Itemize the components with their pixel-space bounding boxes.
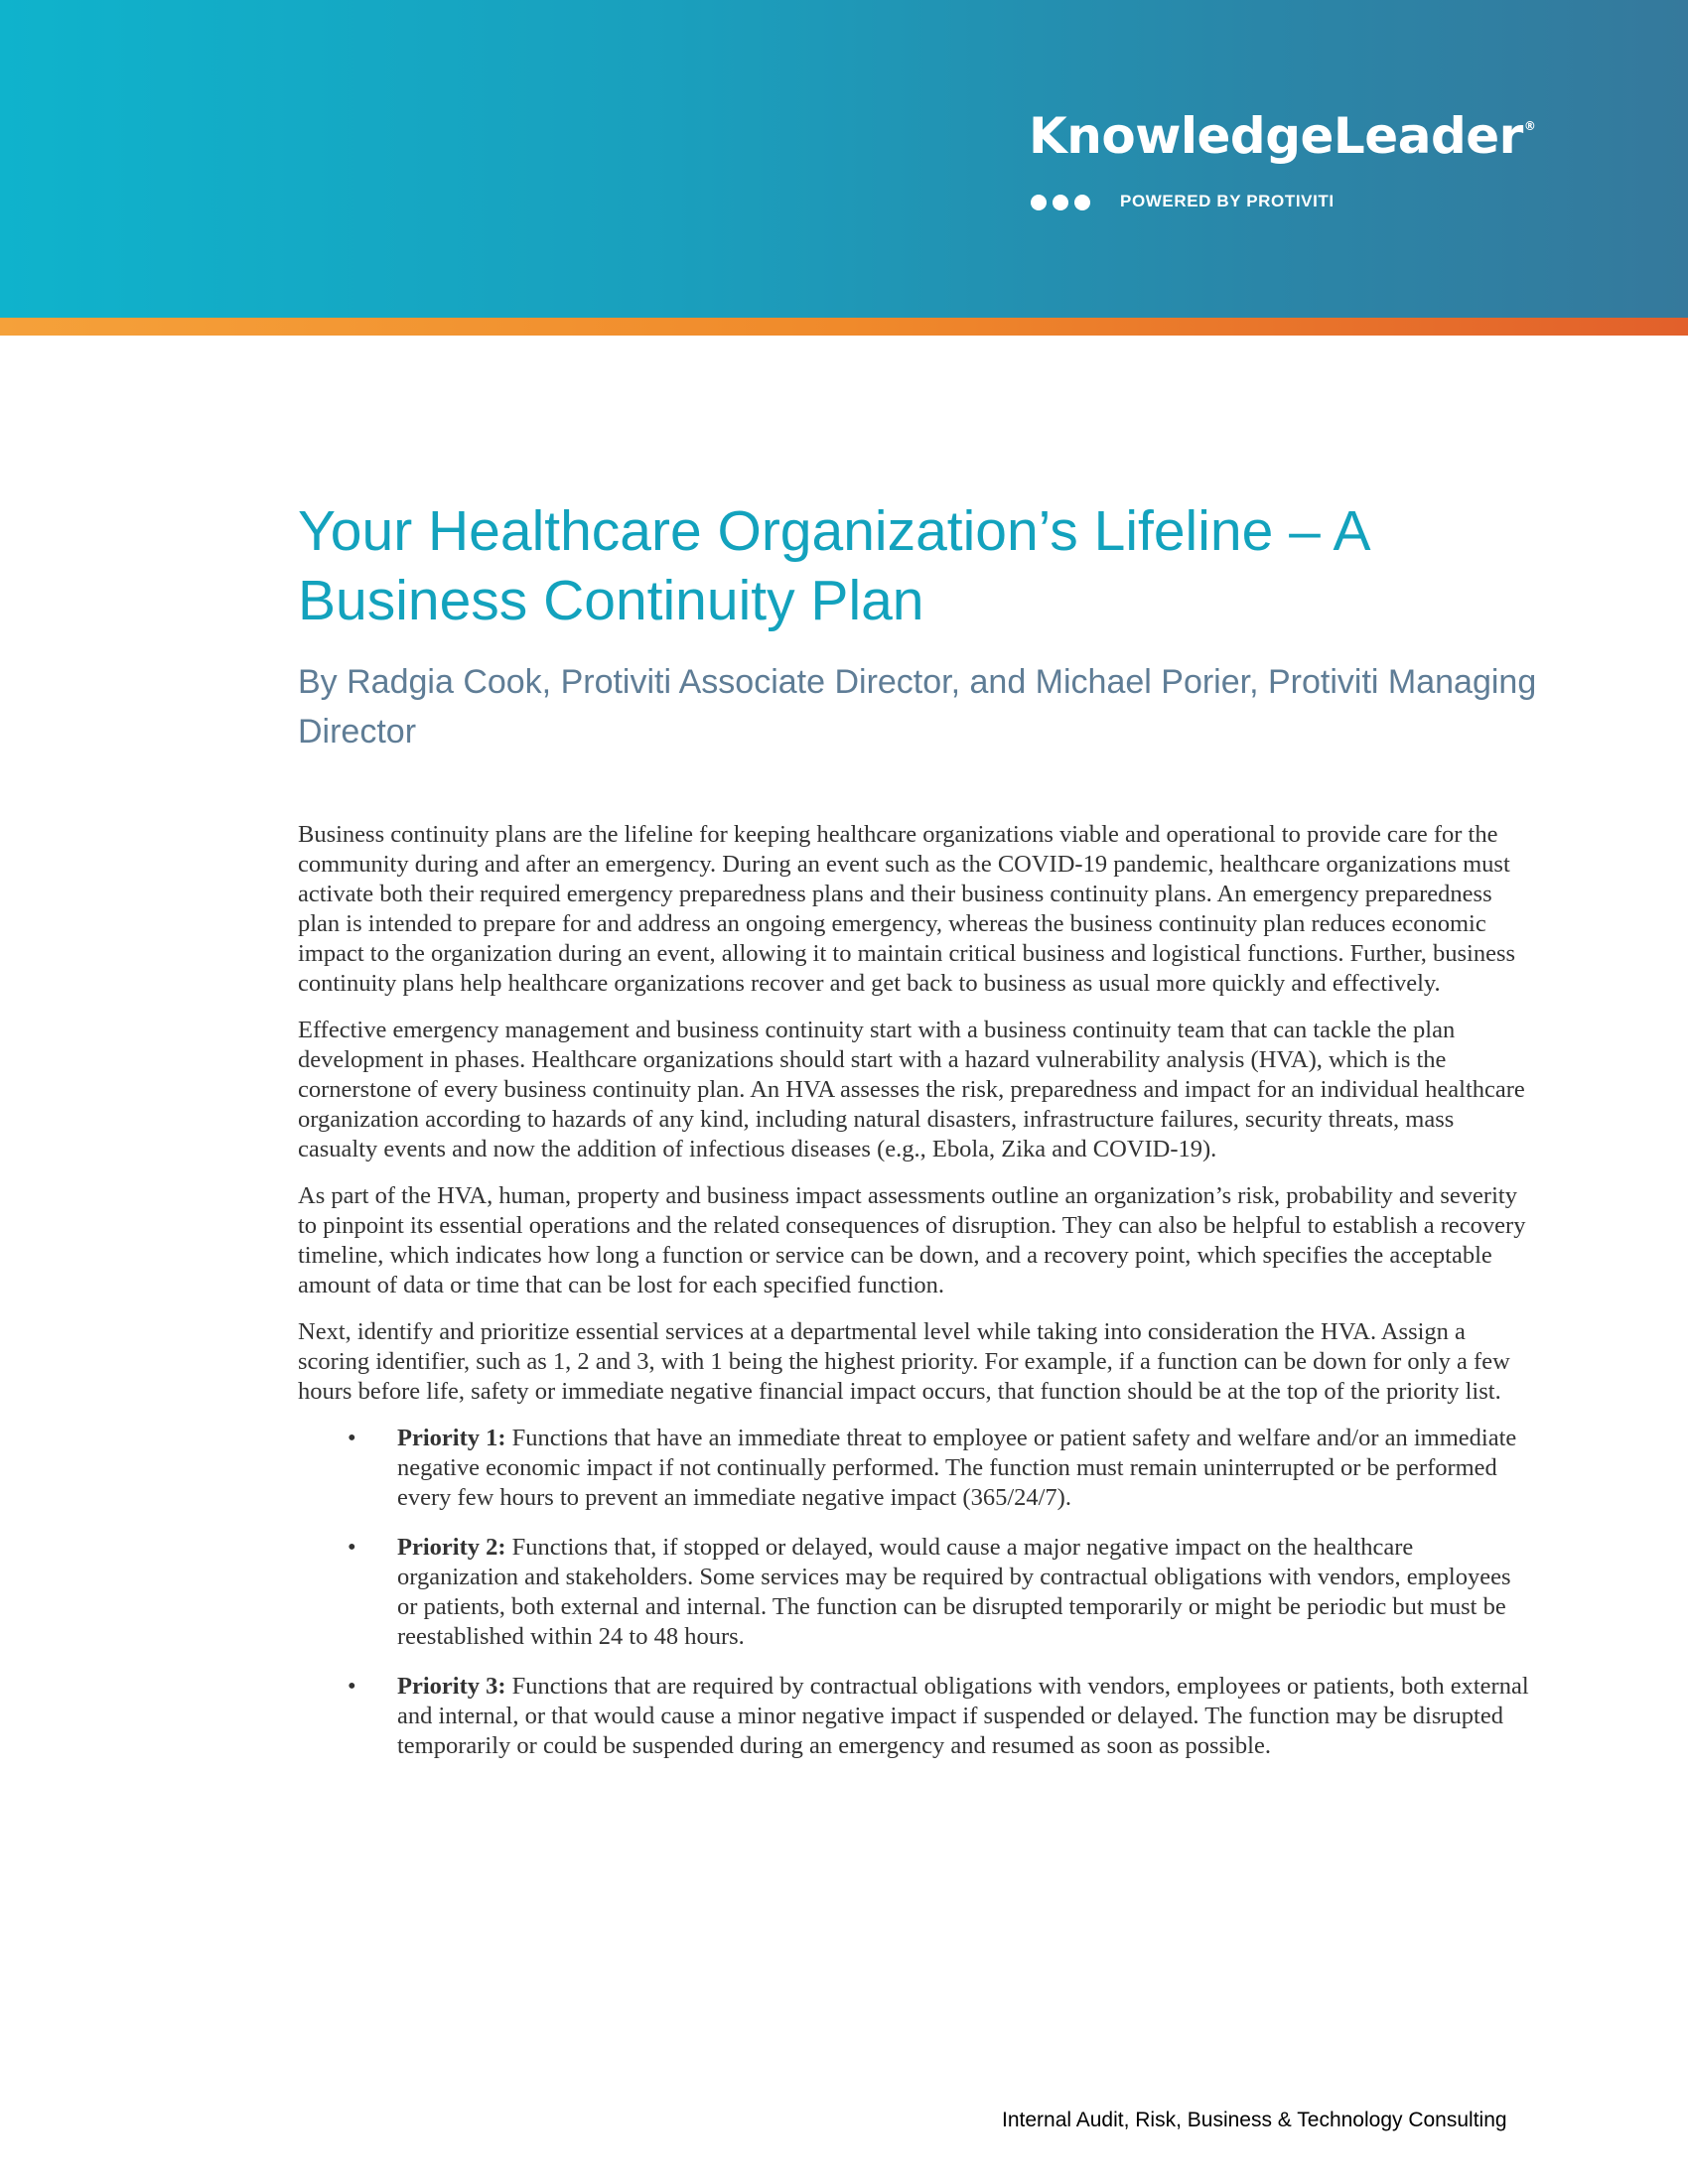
body-paragraph: Effective emergency management and business continuity start with a business continuity team that can tackle the plan development in phases. Healthcare organizations should start with a hazard vulnerability analysis (HVA), which is the cornerstone of every business continuity plan. An HVA assesses the risk, preparedness and impact for an individual healthcare organization according to hazards of any kind, including natural disasters, infrastructure failures, security threats, mass casualty events and now the addition of infectious diseases (e.g., Ebola, Zika and COVID-19). bbox=[298, 1017, 1525, 1162]
priority-list bbox=[298, 1424, 1534, 1761]
document-byline: By Radgia Cook, Protiviti Associate Director, and Michael Porier, Protiviti Managing Director bbox=[298, 663, 1537, 751]
priority-label: Priority 2: bbox=[397, 1534, 506, 1561]
footer-text: Internal Audit, Risk, Business & Technology Consulting bbox=[1002, 2109, 1507, 2131]
header-banner bbox=[0, 0, 1688, 318]
priority-label: Priority 1: bbox=[397, 1425, 506, 1451]
priority-text: Functions that, if stopped or delayed, would cause a major negative impact on the healthcare organization and stakeholders. Some services may be required by contractual obligations with vendors, employees or patients, both external and internal. The function can be disrupted temporarily or might be periodic but must be reestablished within 24 to 48 hours. bbox=[397, 1534, 1511, 1650]
document-title: Your Healthcare Organization’s Lifeline – A Business Continuity Plan bbox=[298, 499, 1368, 632]
priority-text: Functions that are required by contractual obligations with vendors, employees or patients, both external and internal, or that would cause a minor negative impact if suspended or delayed. The function may be disrupted temporarily or could be suspended during an emergency and resumed as soon as possible. bbox=[397, 1673, 1529, 1759]
bullet-icon: • bbox=[348, 1425, 356, 1451]
bullet-icon: • bbox=[348, 1534, 356, 1561]
bullet-icon: • bbox=[348, 1673, 356, 1700]
priority-item bbox=[298, 1533, 1534, 1652]
body-paragraph: As part of the HVA, human, property and business impact assessments outline an organization’s risk, probability and severity to pinpoint its essential operations and the related consequences of disruption. They can also be helpful to establish a recovery timeline, which indicates how long a function or service can be down, and a recovery point, which specifies the acceptable amount of data or time that can be lost for each specified function. bbox=[298, 1182, 1526, 1298]
priority-item bbox=[298, 1672, 1534, 1761]
body-paragraph: Business continuity plans are the lifeline for keeping healthcare organizations viable and operational to provide care for the community during and after an emergency. During an event such as the COVID-19 pandemic, healthcare organizations must activate both their required emergency preparedness plans and their business continuity plans. An emergency preparedness plan is intended to prepare for and address an ongoing emergency, whereas the business continuity plan reduces economic impact to the organization during an event, allowing it to maintain critical business and logistical functions. Further, business continuity plans help healthcare organizations recover and get back to business as usual more quickly and effectively. bbox=[298, 821, 1516, 997]
body-paragraph: Next, identify and prioritize essential services at a departmental level while taking into consideration the HVA. Assign a scoring identifier, such as 1, 2 and 3, with 1 being the highest priority. For example, if a function can be down for only a few hours before life, safety or immediate negative financial impact occurs, that function should be at the top of the priority list. bbox=[298, 1318, 1510, 1405]
header-accent-stripe bbox=[0, 318, 1688, 336]
logo-tagline: POWERED BY PROTIVITI bbox=[1120, 192, 1335, 210]
knowledgeleader-logo bbox=[1029, 107, 1535, 165]
priority-text: Functions that have an immediate threat to employee or patient safety and welfare and/or an immediate negative economic impact if not continually performed. The function must remain uninterrupted or be performed every few hours to prevent an immediate negative impact (365/24/7). bbox=[397, 1425, 1517, 1511]
logo-dots-icon bbox=[1031, 195, 1098, 210]
priority-item bbox=[298, 1424, 1534, 1513]
priority-label: Priority 3: bbox=[397, 1673, 506, 1700]
registered-mark: ® bbox=[1523, 119, 1536, 133]
document-body bbox=[298, 820, 1534, 1781]
logo-name: KnowledgeLeader bbox=[1029, 107, 1523, 165]
